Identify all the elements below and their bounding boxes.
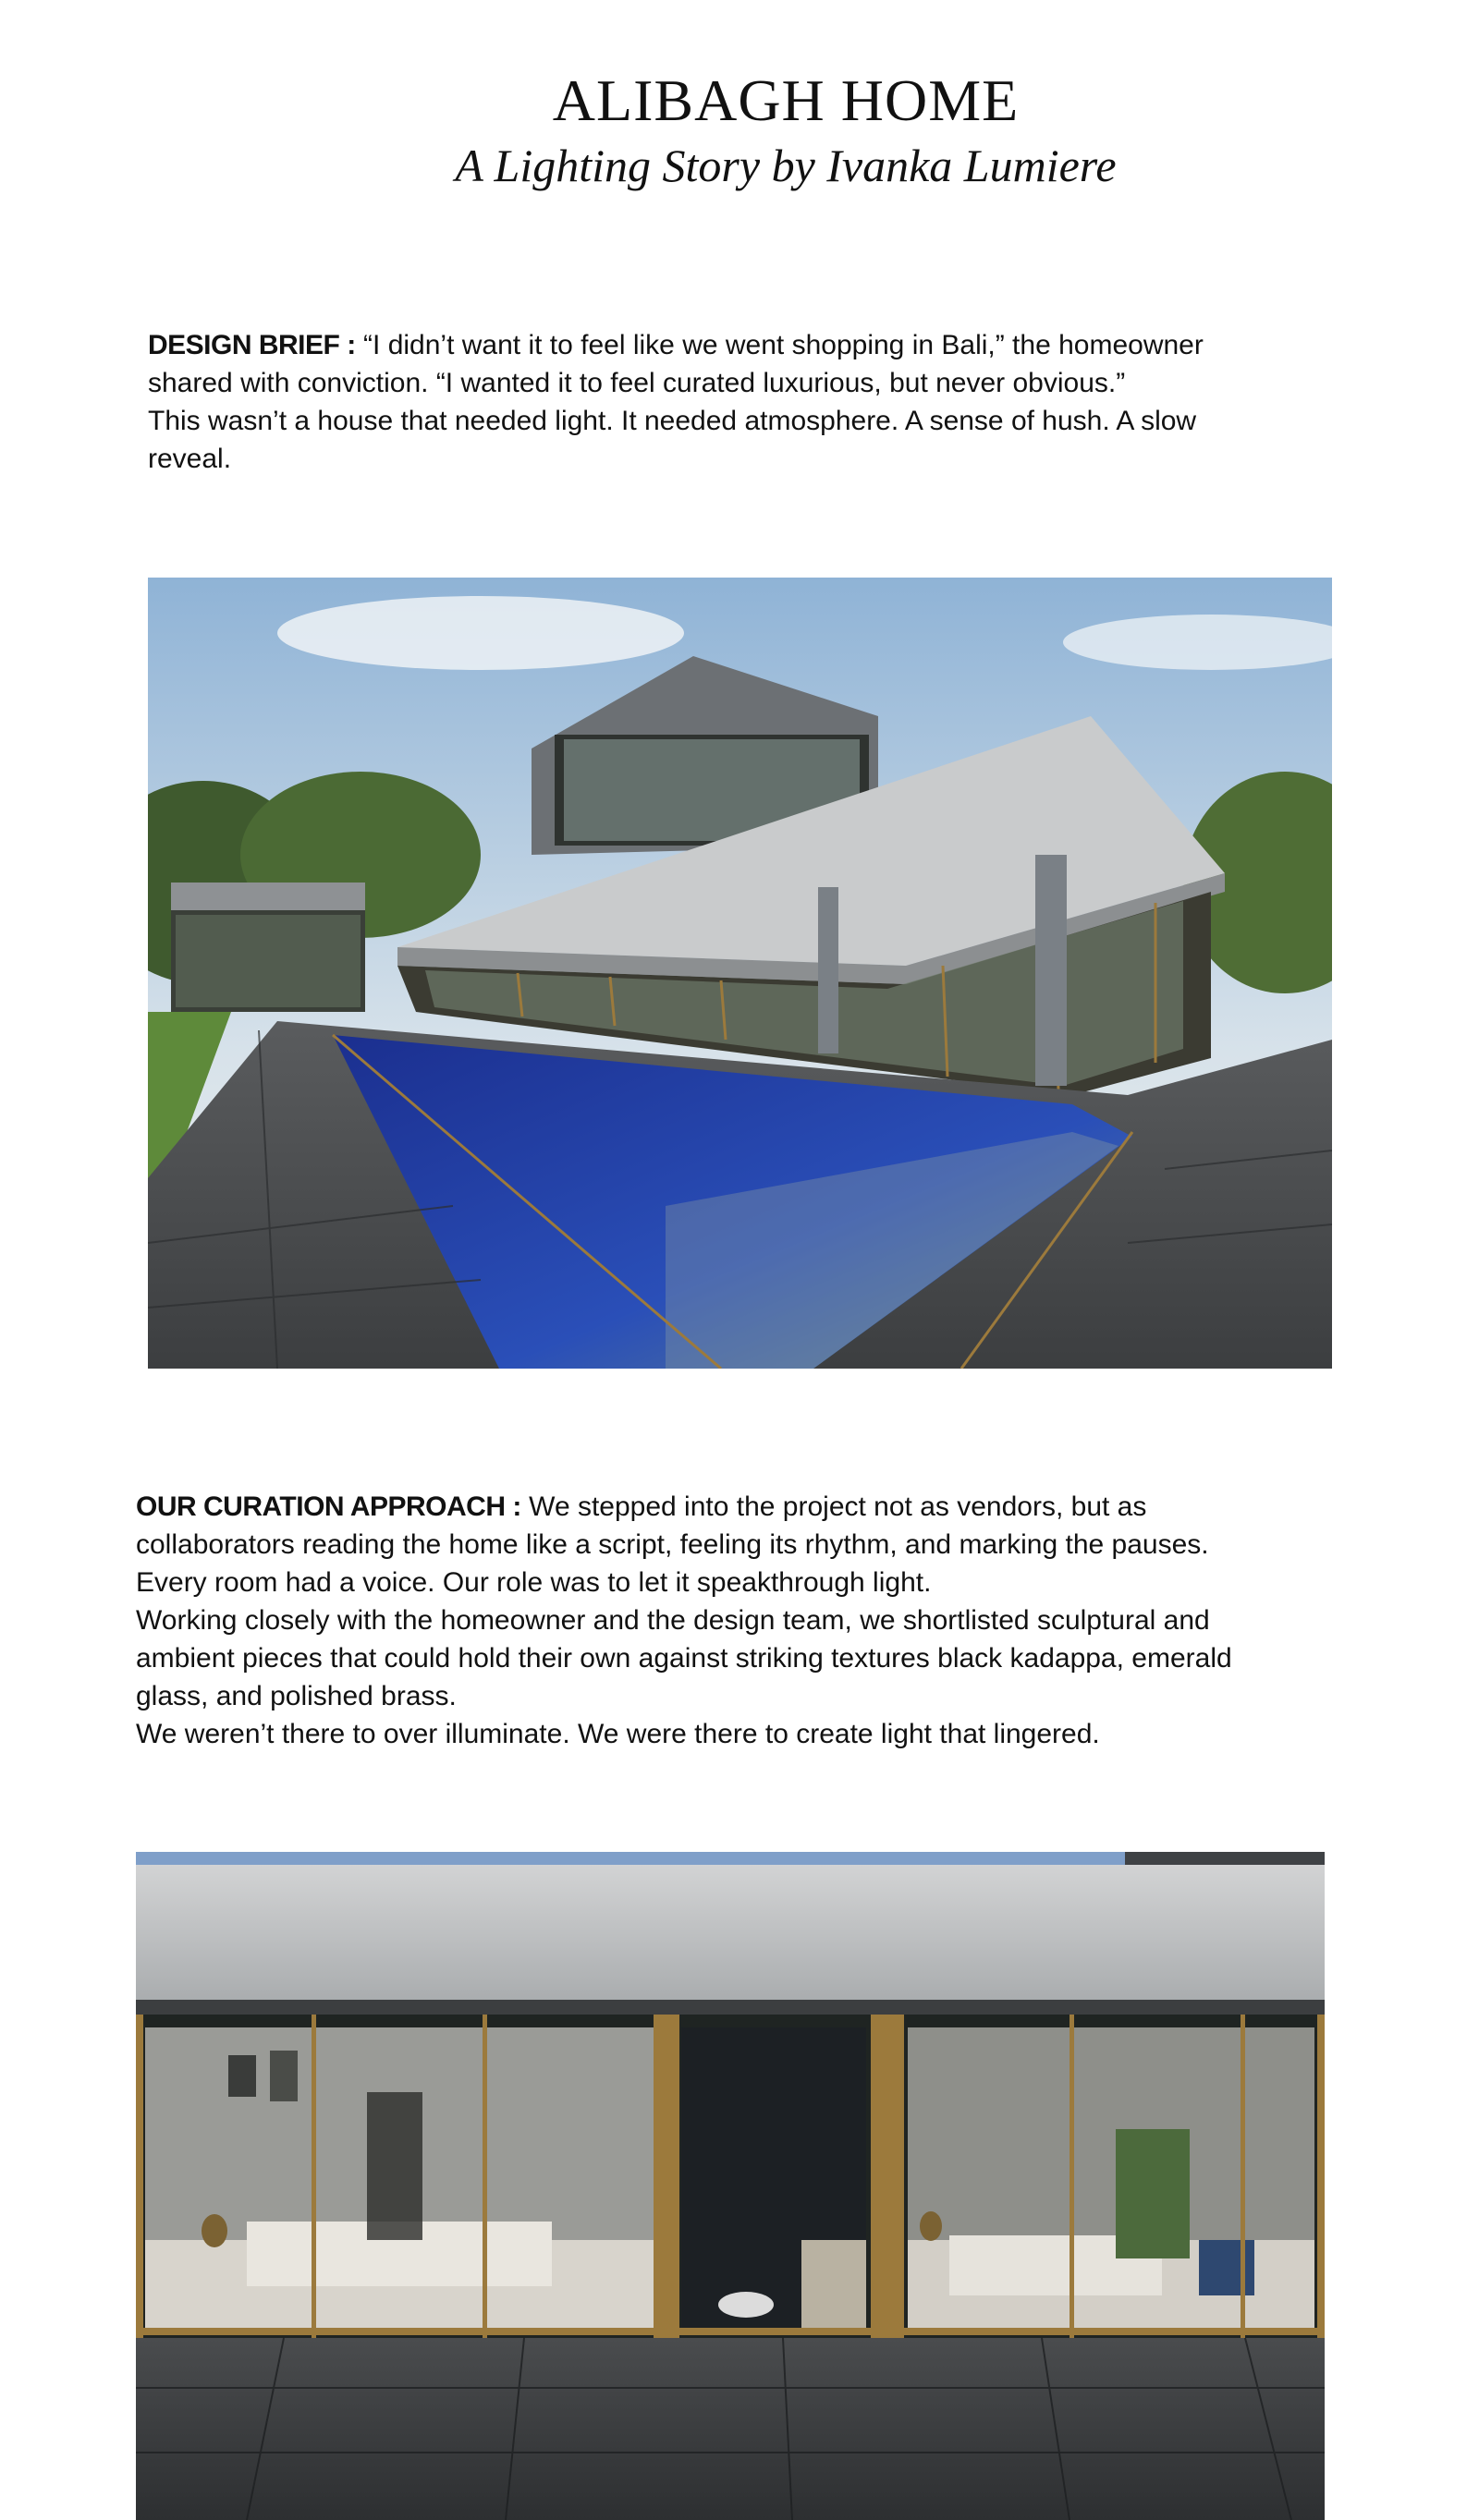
curation-approach-line-5: ambient pieces that could hold their own against striking textures black kadappa, emerald — [136, 1643, 1232, 1674]
page-subtitle: A Lighting Story by Ivanka Lumiere — [455, 140, 1117, 191]
design-brief-line-3: This wasn’t a house that needed light. It needed atmosphere. A sense of hush. A slow — [148, 406, 1197, 436]
curation-approach-line-4: Working closely with the homeowner and the design team, we shortlisted sculptural and — [136, 1605, 1210, 1636]
exterior-pool-photo — [148, 578, 1332, 1369]
design-brief-line-1: “I didn’t want it to feel like we went shopping in Bali,” the homeowner — [363, 330, 1204, 360]
page-title: ALIBAGH HOME — [552, 67, 1020, 133]
curation-approach-line-1: We stepped into the project not as vendors, but as — [529, 1491, 1147, 1522]
design-brief-line-2: shared with conviction. “I wanted it to feel curated luxurious, but never obvious.” — [148, 368, 1126, 398]
design-brief-line-4: reveal. — [148, 444, 232, 474]
curation-approach-line-2: collaborators reading the home like a script, feeling its rhythm, and marking the pauses. — [136, 1529, 1209, 1560]
curation-approach-paragraph — [136, 1488, 1338, 1753]
curation-approach-line-3: Every room had a voice. Our role was to let it speakthrough light. — [136, 1567, 932, 1598]
curation-approach-line-7: We weren’t there to over illuminate. We were there to create light that lingered. — [136, 1719, 1100, 1749]
glass-facade-photo — [136, 1852, 1325, 2520]
design-brief-paragraph — [148, 326, 1322, 478]
curation-approach-label: OUR CURATION APPROACH : — [136, 1491, 521, 1522]
design-brief-label: DESIGN BRIEF : — [148, 330, 356, 360]
curation-approach-line-6: glass, and polished brass. — [136, 1681, 457, 1711]
